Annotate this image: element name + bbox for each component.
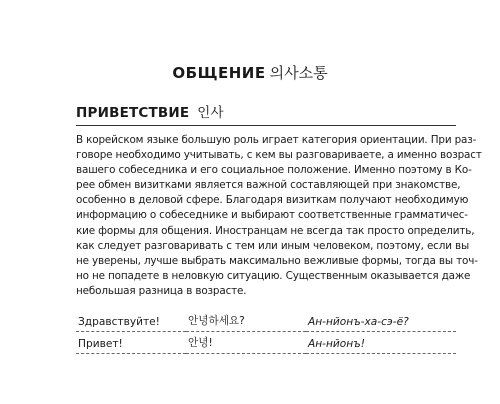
paragraph-line: вашего собеседника и его социальное положение. Именно поэтому в Ко- <box>76 164 472 177</box>
paragraph-line: рее обмен визитками является важной составляющей при знакомстве, <box>76 179 461 192</box>
section-heading-ru: ПРИВЕТСТВИЕ <box>76 105 190 121</box>
intro-paragraph <box>76 133 482 299</box>
paragraph-line: В корейском языке большую роль играет категория ориентации. При раз- <box>76 134 477 146</box>
phrase-russian: Здравствуйте! <box>76 312 186 332</box>
paragraph-line: небольшая разница в возрасте. <box>76 284 247 297</box>
paragraph-line: кие формы для общения. Иностранцам не всегда так просто определить, <box>76 224 475 237</box>
chapter-title-ru: ОБЩЕНИЕ <box>172 64 266 82</box>
phrase-transliteration: Ан-нйонъ! <box>306 332 456 354</box>
paragraph-line: говоре необходимо учитывать, с кем вы разговариваете, а именно возраст <box>76 149 482 162</box>
phrase-table <box>76 312 456 354</box>
paragraph-line: как следует разговаривать с тем или иным человеком, поэтому, если вы <box>76 239 470 252</box>
section-heading-ko: 인사 <box>197 105 224 121</box>
paragraph-line: не уверены, лучше выбрать максимально вежливые формы, тогда вы точ- <box>76 254 478 267</box>
section-heading <box>76 101 456 126</box>
phrase-korean: 안녕하세요? <box>186 312 306 332</box>
phrase-transliteration: Ан-нйонъ-ха-сэ-ё? <box>306 312 456 332</box>
chapter-title <box>0 62 500 83</box>
phrase-russian: Привет! <box>76 332 186 354</box>
paragraph-line: но не попадете в неловкую ситуацию. Существенным оказывается даже <box>76 269 471 282</box>
paragraph-line: особенно в деловой сфере. Благодаря визиткам получают необходимую <box>76 194 469 207</box>
phrase-row <box>76 332 456 354</box>
phrase-korean: 안녕! <box>186 332 306 354</box>
phrase-row <box>76 312 456 332</box>
paragraph-line: информацию о собеседнике и выбирают соответственные грамматичес- <box>76 209 468 222</box>
chapter-title-ko: 의사소통 <box>269 64 328 82</box>
